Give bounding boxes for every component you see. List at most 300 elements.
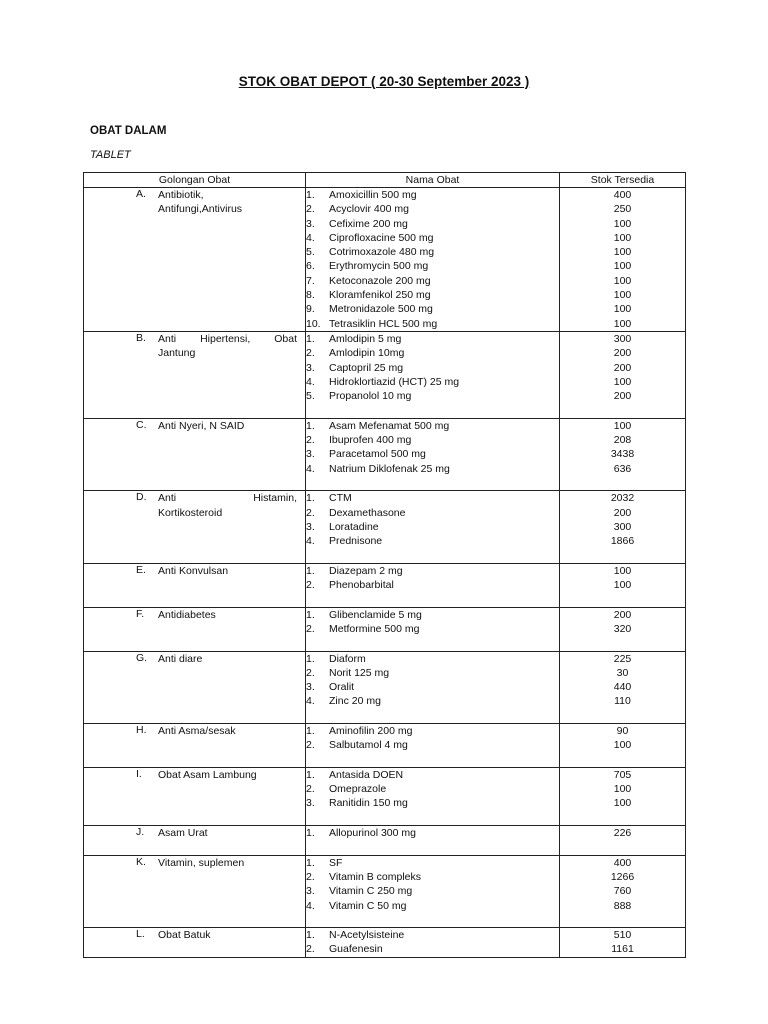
stock-value: 100 (613, 419, 632, 432)
group-letter: E. (136, 563, 146, 576)
drug-item (306, 724, 559, 738)
drug-item (306, 202, 559, 216)
document-title: STOK OBAT DEPOT ( 20-30 September 2023 ) (238, 74, 530, 89)
group-letter: B. (136, 331, 146, 344)
drug-name: Captopril 25 mg (329, 361, 404, 374)
stock-value: 100 (613, 375, 632, 388)
drug-number: 2. (306, 870, 315, 883)
table-row (84, 418, 686, 490)
drug-number: 2. (306, 943, 315, 956)
stock-list-cell (560, 928, 686, 958)
table-row (84, 563, 686, 607)
drug-item (306, 447, 559, 461)
table-header-row (84, 173, 686, 188)
drug-name: Acyclovir 400 mg (329, 203, 409, 216)
stock-value: 200 (613, 608, 632, 621)
drug-name: Vitamin C 250 mg (329, 885, 413, 898)
stock-list-cell (560, 855, 686, 927)
drug-name: Loratadine (329, 520, 379, 533)
stock-value: 30 (616, 666, 629, 679)
drug-item (306, 361, 559, 375)
header-golongan-obat: Golongan Obat (84, 173, 306, 188)
group-name-line: Jantung (158, 347, 196, 360)
drug-name: Propanolol 10 mg (329, 390, 412, 403)
group-letter: I. (136, 767, 142, 780)
table-row (84, 767, 686, 825)
drug-name: Norit 125 mg (329, 666, 390, 679)
drug-item (306, 259, 559, 273)
stock-value: 1161 (611, 943, 634, 956)
drug-name: Cotrimoxazole 480 mg (329, 246, 435, 259)
group-letter: K. (136, 855, 146, 868)
group-name (158, 491, 297, 520)
stock-value: 636 (613, 462, 632, 475)
blank-line (306, 753, 559, 767)
group-name (158, 826, 297, 840)
stock-value: 100 (613, 783, 632, 796)
drug-number: 1. (306, 929, 315, 942)
drug-number: 2. (306, 666, 315, 679)
group-name-line: Anti Konvulsan (158, 564, 229, 577)
stock-value: 100 (613, 739, 632, 752)
drug-name: Guafenesin (329, 943, 383, 956)
group-name (158, 652, 297, 666)
drug-item (306, 245, 559, 259)
drug-list-cell (306, 188, 560, 332)
drug-number: 3. (306, 217, 315, 230)
drug-number: 4. (306, 535, 315, 548)
group-cell (84, 188, 306, 332)
group-letter: L. (136, 928, 145, 941)
drug-number: 2. (306, 622, 315, 635)
blank-line (306, 476, 559, 490)
drug-number: 2. (306, 739, 315, 752)
group-label (84, 826, 305, 840)
group-name-line: Anti Histamin, (158, 492, 297, 505)
drug-item (306, 652, 559, 666)
group-label (84, 928, 305, 942)
drug-item (306, 884, 559, 898)
group-label (84, 768, 305, 782)
drug-name: Ranitidin 150 mg (329, 797, 408, 810)
drug-name: Erythromycin 500 mg (329, 260, 429, 273)
drug-number: 3. (306, 797, 315, 810)
group-name-line: Anti Nyeri, N SAID (158, 419, 245, 432)
group-name-line: Antidiabetes (158, 608, 216, 621)
group-name (158, 856, 297, 870)
stock-value: 100 (613, 579, 632, 592)
drug-name: Glibenclamide 5 mg (329, 608, 422, 621)
group-name-line: Obat Asam Lambung (158, 768, 257, 781)
stock-list-cell (560, 723, 686, 767)
stock-value: 200 (613, 390, 632, 403)
group-name (158, 419, 297, 433)
drug-list-cell (306, 607, 560, 651)
stock-value: 225 (613, 652, 632, 665)
drug-list-cell (306, 491, 560, 563)
drug-item (306, 288, 559, 302)
stock-list-cell (560, 188, 686, 332)
table-row (84, 331, 686, 418)
group-name-line: Anti Hipertensi, Obat (158, 332, 297, 345)
stock-list-cell (560, 331, 686, 418)
drug-item (306, 346, 559, 360)
drug-number: 9. (306, 303, 315, 316)
drug-name: Ketoconazole 200 mg (329, 274, 431, 287)
drug-number: 3. (306, 681, 315, 694)
drug-item (306, 578, 559, 592)
drug-list-cell (306, 418, 560, 490)
drug-name: Dexamethasone (329, 506, 406, 519)
group-name-line: Antibiotik, (158, 189, 204, 201)
table-row (84, 826, 686, 856)
stock-value: 300 (613, 332, 632, 345)
drug-list-cell (306, 855, 560, 927)
drug-number: 1. (306, 419, 315, 432)
group-label (84, 564, 305, 578)
drug-number: 3. (306, 448, 315, 461)
drug-item (306, 564, 559, 578)
group-cell (84, 418, 306, 490)
group-letter: C. (136, 418, 147, 431)
stock-value: 100 (613, 797, 632, 810)
group-cell (84, 826, 306, 856)
group-name (158, 928, 297, 942)
drug-item (306, 680, 559, 694)
stock-value: 100 (613, 231, 632, 244)
drug-name: Diaform (329, 652, 366, 665)
group-cell (84, 331, 306, 418)
drug-list-cell (306, 563, 560, 607)
drug-name: Metronidazole 500 mg (329, 303, 433, 316)
stock-list-cell (560, 651, 686, 723)
blank-line (560, 840, 685, 854)
drug-item (306, 520, 559, 534)
drug-name: Phenobarbital (329, 579, 394, 592)
drug-item (306, 738, 559, 752)
drug-list-cell (306, 651, 560, 723)
stock-list-cell (560, 826, 686, 856)
drug-number: 1. (306, 827, 315, 840)
stock-table-body (84, 188, 686, 958)
group-cell (84, 723, 306, 767)
group-label (84, 332, 305, 361)
stock-value: 200 (613, 506, 632, 519)
group-letter: H. (136, 723, 147, 736)
drug-number: 6. (306, 260, 315, 273)
group-name-line: Asam Urat (158, 827, 208, 840)
drug-item (306, 506, 559, 520)
table-row (84, 928, 686, 958)
drug-item (306, 694, 559, 708)
stock-value: 320 (613, 622, 632, 635)
group-letter: G. (136, 651, 148, 664)
stock-value: 2032 (610, 492, 635, 505)
drug-number: 10. (306, 317, 321, 330)
drug-name: Tetrasiklin HCL 500 mg (329, 317, 438, 330)
drug-item (306, 899, 559, 913)
group-cell (84, 651, 306, 723)
drug-name: CTM (329, 492, 352, 505)
drug-number: 1. (306, 189, 315, 201)
drug-number: 1. (306, 332, 315, 345)
drug-number: 7. (306, 274, 315, 287)
blank-line (306, 403, 559, 417)
group-name-line: Anti Asma/sesak (158, 724, 236, 737)
stock-table (83, 172, 686, 958)
table-row (84, 188, 686, 332)
drug-item (306, 856, 559, 870)
drug-item (306, 317, 559, 331)
stock-value: 100 (613, 260, 632, 273)
stock-value: 100 (613, 303, 632, 316)
drug-number: 1. (306, 856, 315, 869)
drug-number: 2. (306, 506, 315, 519)
group-label (84, 608, 305, 622)
drug-item (306, 302, 559, 316)
stock-value: 250 (613, 203, 632, 216)
group-label (84, 491, 305, 520)
drug-number: 2. (306, 203, 315, 216)
blank-line (560, 548, 685, 562)
subsection-heading: TABLET (90, 149, 131, 161)
stock-value: 888 (613, 899, 632, 912)
group-name-line: Vitamin, suplemen (158, 856, 245, 869)
drug-item (306, 332, 559, 346)
stock-list-cell (560, 418, 686, 490)
stock-value: 100 (613, 217, 632, 230)
drug-list-cell (306, 767, 560, 825)
blank-line (306, 548, 559, 562)
drug-item (306, 942, 559, 956)
table-row (84, 607, 686, 651)
drug-name: Omeprazole (329, 783, 387, 796)
group-label (84, 419, 305, 433)
blank-line (560, 811, 685, 825)
blank-line (560, 476, 685, 490)
drug-item (306, 534, 559, 548)
drug-name: Cefixime 200 mg (329, 217, 408, 230)
drug-item (306, 491, 559, 505)
drug-name: Asam Mefenamat 500 mg (329, 419, 450, 432)
drug-name: Ciprofloxacine 500 mg (329, 231, 434, 244)
drug-number: 1. (306, 492, 315, 505)
blank-line (560, 913, 685, 927)
drug-number: 1. (306, 608, 315, 621)
stock-value: 440 (613, 681, 632, 694)
drug-item (306, 433, 559, 447)
drug-number: 4. (306, 695, 315, 708)
drug-item (306, 870, 559, 884)
drug-name: Hidroklortiazid (HCT) 25 mg (329, 375, 460, 388)
drug-name: Amoxicillin 500 mg (329, 189, 417, 201)
blank-line (306, 592, 559, 606)
stock-list-cell (560, 607, 686, 651)
group-name (158, 724, 297, 738)
drug-number: 4. (306, 375, 315, 388)
group-name (158, 188, 297, 217)
drug-number: 2. (306, 347, 315, 360)
drug-name: Vitamin B compleks (329, 870, 422, 883)
group-letter: F. (136, 607, 145, 620)
stock-value: 510 (613, 929, 632, 942)
stock-value: 400 (613, 856, 632, 869)
header-nama-obat: Nama Obat (306, 173, 560, 188)
group-cell (84, 563, 306, 607)
group-letter: J. (136, 826, 145, 839)
group-cell (84, 767, 306, 825)
drug-item (306, 826, 559, 840)
drug-name: Salbutamol 4 mg (329, 739, 408, 752)
stock-value: 1866 (610, 535, 635, 548)
stock-value: 100 (613, 317, 632, 330)
drug-name: Prednisone (329, 535, 383, 548)
drug-item (306, 666, 559, 680)
drug-number: 3. (306, 885, 315, 898)
stock-value: 100 (613, 274, 632, 287)
group-name (158, 332, 297, 361)
group-name (158, 768, 297, 782)
group-cell (84, 491, 306, 563)
stock-value: 760 (613, 885, 632, 898)
drug-item (306, 928, 559, 942)
drug-number: 2. (306, 579, 315, 592)
drug-number: 1. (306, 652, 315, 665)
drug-name: Ibuprofen 400 mg (329, 434, 412, 447)
stock-value: 400 (613, 189, 632, 201)
drug-name: Natrium Diklofenak 25 mg (329, 462, 450, 475)
stock-value: 200 (613, 361, 632, 374)
drug-number: 1. (306, 564, 315, 577)
group-name (158, 564, 297, 578)
drug-number: 1. (306, 724, 315, 737)
stock-value: 100 (613, 246, 632, 259)
group-cell (84, 855, 306, 927)
blank-line (306, 811, 559, 825)
stock-value: 100 (613, 564, 632, 577)
drug-item (306, 231, 559, 245)
drug-item (306, 389, 559, 403)
drug-item (306, 796, 559, 810)
group-letter: D. (136, 491, 147, 504)
drug-name: N-Acetylsisteine (329, 929, 405, 942)
drug-list-cell (306, 826, 560, 856)
drug-number: 5. (306, 246, 315, 259)
table-row (84, 651, 686, 723)
drug-list-cell (306, 928, 560, 958)
blank-line (560, 709, 685, 723)
drug-number: 5. (306, 390, 315, 403)
drug-name: Amlodipin 10mg (329, 347, 405, 360)
drug-number: 4. (306, 899, 315, 912)
drug-item (306, 188, 559, 202)
section-heading: OBAT DALAM (90, 125, 167, 137)
group-label (84, 724, 305, 738)
stock-value: 3438 (610, 448, 635, 461)
stock-list-cell (560, 767, 686, 825)
blank-line (560, 403, 685, 417)
drug-number: 2. (306, 783, 315, 796)
blank-line (560, 636, 685, 650)
drug-number: 4. (306, 231, 315, 244)
header-stok-tersedia: Stok Tersedia (560, 173, 686, 188)
drug-name: Kloramfenikol 250 mg (329, 289, 431, 302)
drug-number: 2. (306, 434, 315, 447)
drug-list-cell (306, 331, 560, 418)
blank-line (306, 636, 559, 650)
stock-value: 110 (614, 695, 631, 708)
group-cell (84, 928, 306, 958)
group-label (84, 652, 305, 666)
drug-item (306, 462, 559, 476)
drug-item (306, 768, 559, 782)
drug-name: Paracetamol 500 mg (329, 448, 426, 461)
blank-line (560, 592, 685, 606)
drug-item (306, 419, 559, 433)
stock-value: 226 (613, 827, 632, 840)
group-name-line: Antifungi,Antivirus (158, 203, 243, 216)
stock-value: 1266 (610, 870, 635, 883)
table-row (84, 723, 686, 767)
group-name-line: Obat Batuk (158, 929, 211, 942)
stock-list-cell (560, 563, 686, 607)
stock-value: 705 (613, 768, 632, 781)
drug-name: Metformine 500 mg (329, 622, 420, 635)
group-name-line: Kortikosteroid (158, 506, 223, 519)
drug-item (306, 375, 559, 389)
drug-name: Zinc 20 mg (329, 695, 381, 708)
table-row (84, 855, 686, 927)
drug-name: Diazepam 2 mg (329, 564, 403, 577)
group-label (84, 856, 305, 870)
drug-name: Aminofilin 200 mg (329, 724, 413, 737)
blank-line (306, 709, 559, 723)
drug-item (306, 782, 559, 796)
group-name-line: Anti diare (158, 652, 203, 665)
drug-item (306, 217, 559, 231)
drug-name: Vitamin C 50 mg (329, 899, 407, 912)
stock-value: 90 (616, 724, 629, 737)
drug-number: 3. (306, 520, 315, 533)
blank-line (306, 913, 559, 927)
drug-number: 1. (306, 768, 315, 781)
stock-value: 200 (613, 347, 632, 360)
drug-name: Antasida DOEN (329, 768, 404, 781)
stock-list-cell (560, 491, 686, 563)
drug-name: Amlodipin 5 mg (329, 332, 402, 345)
table-row (84, 491, 686, 563)
blank-line (306, 840, 559, 854)
drug-number: 3. (306, 361, 315, 374)
drug-number: 4. (306, 462, 315, 475)
group-name (158, 608, 297, 622)
drug-item (306, 608, 559, 622)
blank-line (560, 753, 685, 767)
group-letter: A. (136, 188, 146, 200)
stock-value: 100 (613, 289, 632, 302)
drug-name: Oralit (329, 681, 355, 694)
group-cell (84, 607, 306, 651)
drug-name: SF (329, 856, 343, 869)
stock-value: 208 (613, 434, 632, 447)
drug-name: Allopurinol 300 mg (329, 827, 416, 840)
drug-list-cell (306, 723, 560, 767)
drug-item (306, 622, 559, 636)
stock-value: 300 (613, 520, 632, 533)
drug-number: 8. (306, 289, 315, 302)
group-label (84, 188, 305, 217)
drug-item (306, 274, 559, 288)
